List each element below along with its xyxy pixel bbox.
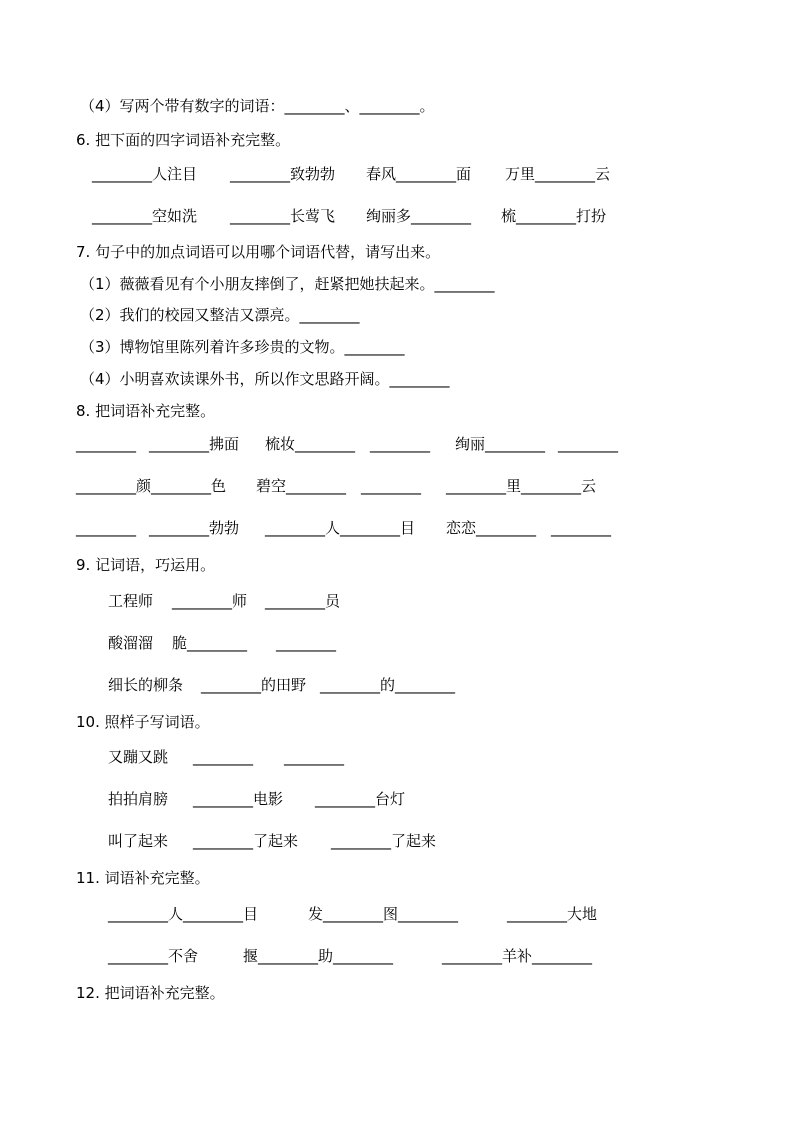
q6-blank-field[interactable]: ________空如洗	[92, 207, 198, 225]
q9-blank-field[interactable]: ________的田野	[201, 676, 307, 694]
q11-blank-field[interactable]: 发________图________	[308, 905, 459, 923]
q11-blank-field[interactable]: 揠________助________	[243, 947, 394, 965]
q8-blank-field[interactable]: 绚丽________	[455, 435, 546, 453]
q6-blank-field[interactable]: 春风________面	[366, 165, 472, 183]
q8-blank-field[interactable]: ________	[76, 435, 136, 453]
q6-blank-field[interactable]: 绚丽多________	[366, 207, 472, 225]
q6-blank-field[interactable]: ________人注目	[92, 165, 198, 183]
q10-blank-field[interactable]: ________了起来	[331, 832, 437, 850]
q5-item-4: （4）写两个带有数字的词语：________、________。	[80, 97, 435, 115]
q10-example: 拍拍肩膀	[108, 790, 169, 808]
q6-blank-field[interactable]: 梳________打扮	[501, 207, 607, 225]
q8-blank-field[interactable]: ________	[361, 477, 421, 495]
q8-blank-field[interactable]: 恋恋________	[446, 519, 537, 537]
q9-example: 酸溜溜	[108, 634, 154, 652]
q10-example: 又蹦又跳	[108, 748, 169, 766]
q6-title: 6. 把下面的四字词语补充完整。	[76, 131, 291, 149]
q7-item-3[interactable]: （3）博物馆里陈列着许多珍贵的文物。________	[80, 338, 405, 356]
q9-blank-field[interactable]: ________	[276, 634, 336, 652]
q9-blank-field[interactable]: ________的________	[320, 676, 456, 694]
q11-title: 11. 词语补充完整。	[76, 869, 210, 887]
q8-blank-field[interactable]: ________拂面	[149, 435, 240, 453]
q7-title: 7. 句子中的加点词语可以用哪个词语代替，请写出来。	[76, 243, 441, 261]
q8-blank-field[interactable]: ________	[551, 519, 611, 537]
q11-blank-field[interactable]: ________人________目	[108, 905, 259, 923]
q10-blank-field[interactable]: ________电影	[193, 790, 284, 808]
q10-blank-field[interactable]: ________台灯	[315, 790, 406, 808]
q8-blank-field[interactable]: ________	[370, 435, 430, 453]
q7-item-2[interactable]: （2）我们的校园又整洁又漂亮。________	[80, 306, 360, 324]
q8-blank-field[interactable]: ________里________云	[446, 477, 597, 495]
q12-title: 12. 把词语补充完整。	[76, 984, 225, 1002]
q9-example: 工程师	[108, 592, 154, 610]
q10-blank-field[interactable]: ________	[193, 748, 253, 766]
q6-blank-field[interactable]: 万里________云	[505, 165, 611, 183]
q10-title: 10. 照样子写词语。	[76, 713, 210, 731]
q8-blank-field[interactable]: 碧空________	[256, 477, 347, 495]
q7-item-4[interactable]: （4）小明喜欢读课外书，所以作文思路开阔。________	[80, 370, 450, 388]
q9-blank-field[interactable]: 脆________	[172, 634, 248, 652]
q8-blank-field[interactable]: ________	[558, 435, 618, 453]
q8-blank-field[interactable]: 梳妆________	[265, 435, 356, 453]
q8-blank-field[interactable]: ________	[76, 519, 136, 537]
q6-blank-field[interactable]: ________致勃勃	[230, 165, 336, 183]
q8-blank-field[interactable]: ________颜________色	[76, 477, 227, 495]
q8-blank-field[interactable]: ________人________目	[265, 519, 416, 537]
q10-blank-field[interactable]: ________了起来	[193, 832, 299, 850]
q9-blank-field[interactable]: ________员	[265, 592, 341, 610]
q9-example: 细长的柳条	[108, 676, 184, 694]
q8-blank-field[interactable]: ________勃勃	[149, 519, 240, 537]
q11-blank-field[interactable]: ________大地	[507, 905, 598, 923]
q9-title: 9. 记词语，巧运用。	[76, 556, 216, 574]
q7-item-1[interactable]: （1）薇薇看见有个小朋友摔倒了，赶紧把她扶起来。________	[80, 275, 495, 293]
q11-blank-field[interactable]: ________不舍	[108, 947, 199, 965]
q9-blank-field[interactable]: ________师	[172, 592, 248, 610]
q10-blank-field[interactable]: ________	[284, 748, 344, 766]
q8-title: 8. 把词语补充完整。	[76, 402, 216, 420]
q11-blank-field[interactable]: ________羊补________	[442, 947, 593, 965]
q10-example: 叫了起来	[108, 832, 169, 850]
q6-blank-field[interactable]: ________长莺飞	[230, 207, 336, 225]
